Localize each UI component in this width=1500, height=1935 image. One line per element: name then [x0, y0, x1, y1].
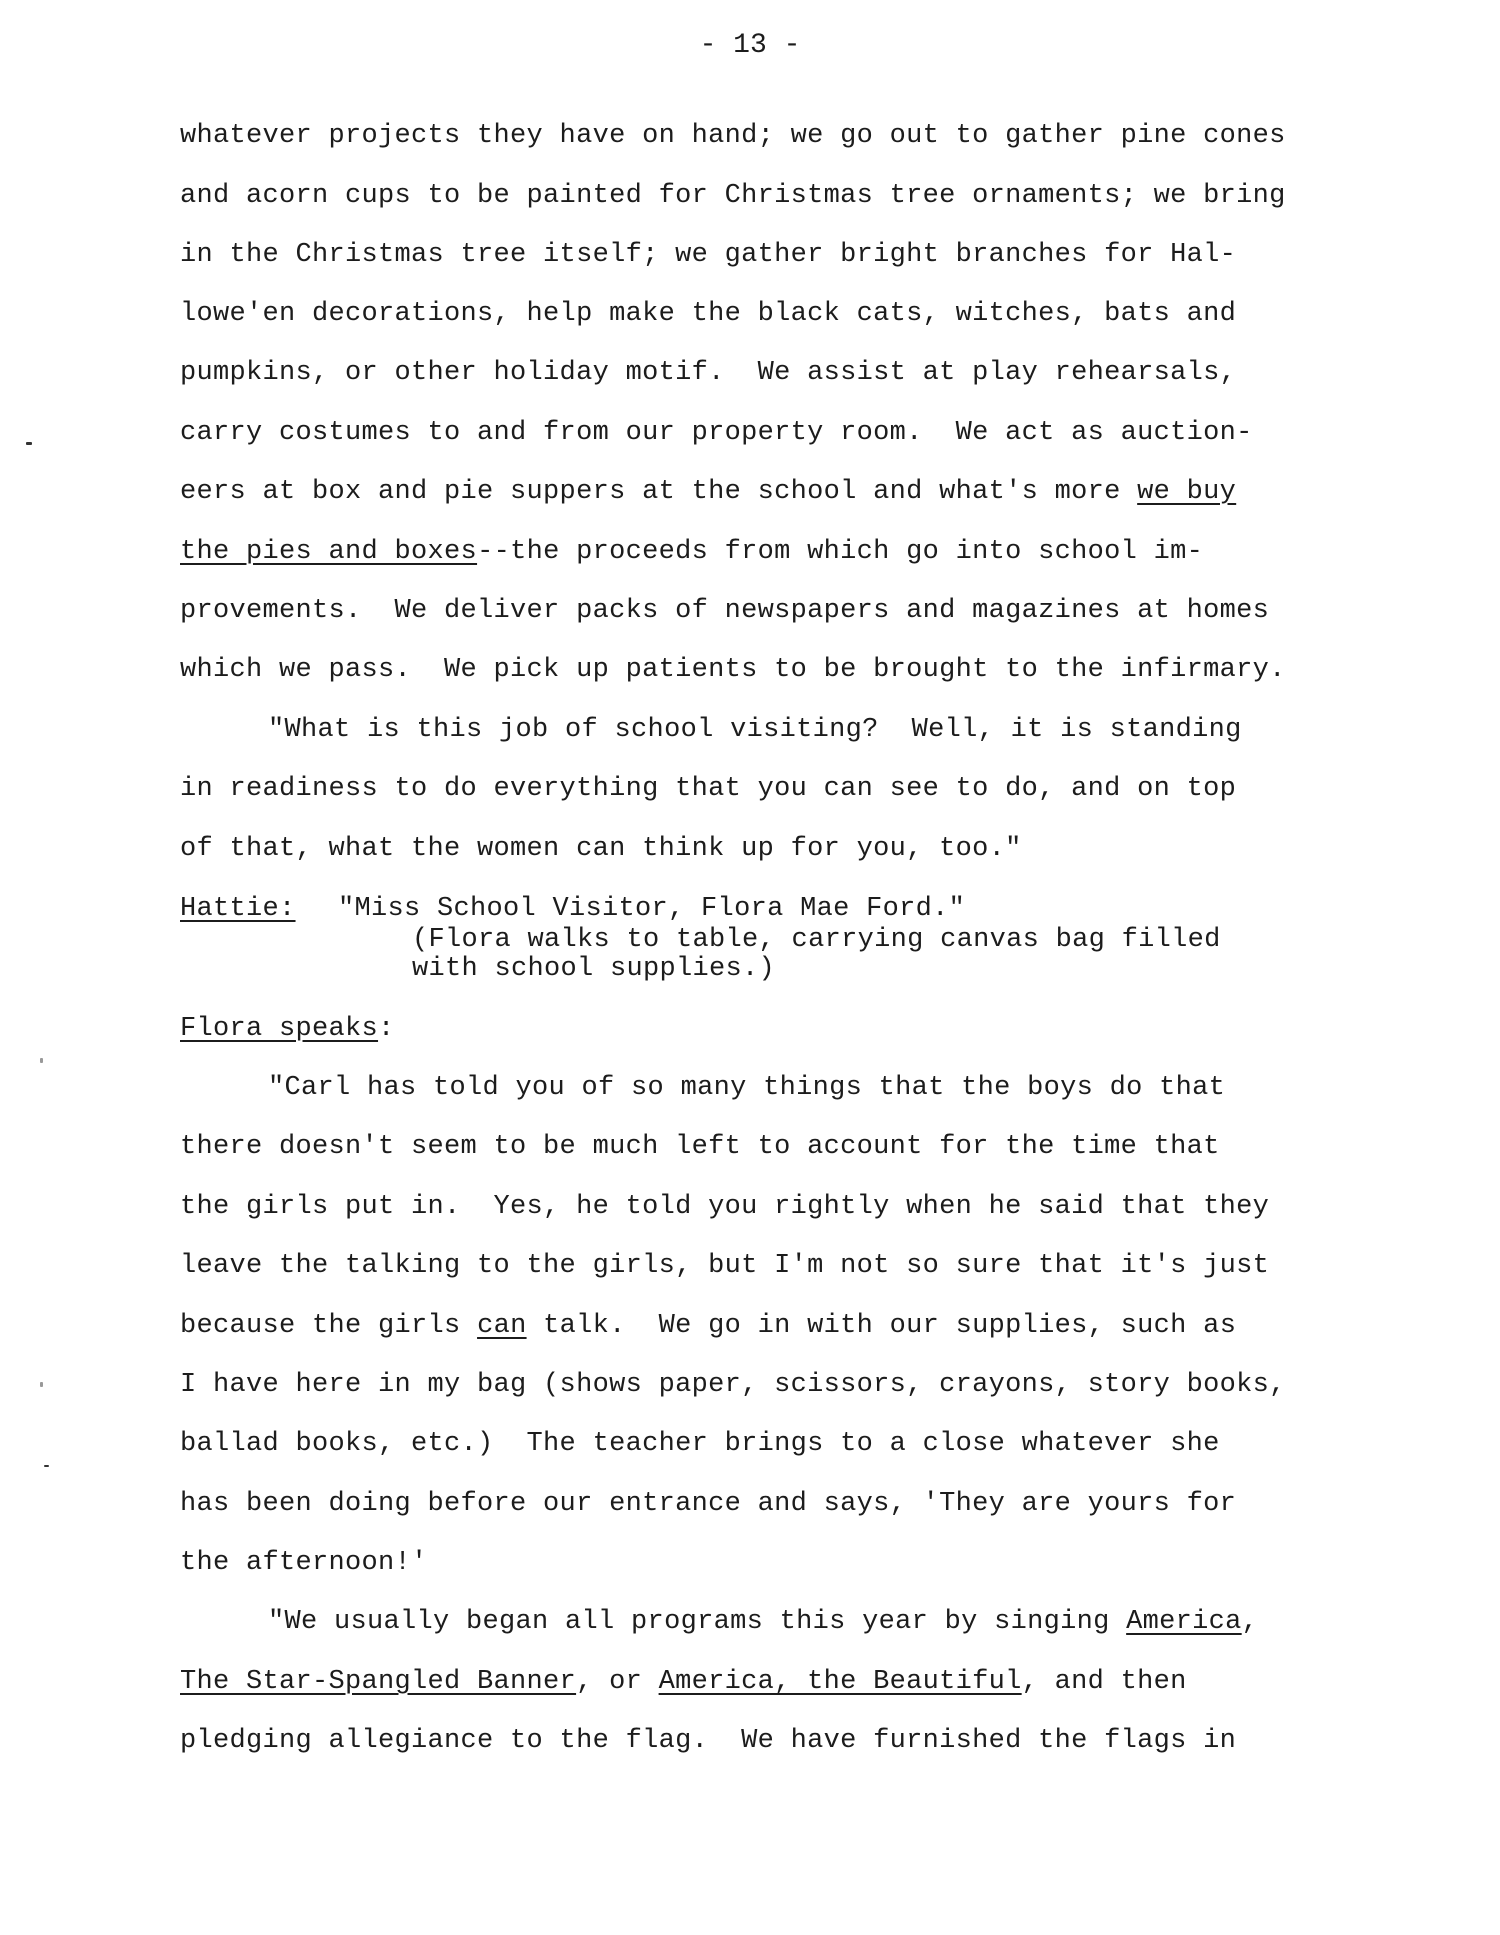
text-span: : [378, 1014, 395, 1044]
text-span: , and then [1021, 1667, 1187, 1697]
margin-mark [40, 1058, 43, 1063]
text-span: eers at box and pie suppers at the school and what's more [180, 477, 1138, 507]
text-line [180, 476, 1236, 508]
text-span: , [1241, 1607, 1259, 1637]
paragraph-start-line: "Carl has told you of so many things that the boys do that [268, 1073, 1226, 1103]
text-line: and acorn cups to be painted for Christmas tree ornaments; we bring [180, 181, 1286, 211]
text-line: I have here in my bag (shows paper, scissors, crayons, story books, [180, 1370, 1286, 1400]
text-line [180, 1666, 1187, 1698]
text-span: because the girls [180, 1311, 478, 1341]
paragraph-start-line [268, 1606, 1258, 1638]
text-line: provements. We deliver packs of newspapers and magazines at homes [180, 596, 1270, 626]
text-line: in the Christmas tree itself; we gather bright branches for Hal- [180, 240, 1237, 270]
text-line: ballad books, etc.) The teacher brings to a close whatever she [180, 1429, 1220, 1459]
underlined-word: can [477, 1311, 527, 1341]
dialogue-text: "Miss School Visitor, Flora Mae Ford." [338, 894, 966, 924]
underlined-phrase: we buy [1137, 477, 1237, 507]
text-line: the afternoon!' [180, 1548, 428, 1578]
paragraph-start-line: "What is this job of school visiting? Well, it is standing [268, 715, 1242, 745]
text-span: talk. We go in with our supplies, such as [526, 1311, 1237, 1341]
text-line: whatever projects they have on hand; we go out to gather pine cones [180, 121, 1286, 151]
text-span: "We usually began all programs this year by singing [268, 1607, 1127, 1637]
text-span: --the proceeds from which go into school im- [477, 537, 1204, 567]
margin-mark [40, 1382, 43, 1387]
text-line: the girls put in. Yes, he told you rightly when he said that they [180, 1192, 1270, 1222]
text-line: carry costumes to and from our property room. We act as auction- [180, 418, 1253, 448]
song-title: America, the Beautiful [658, 1667, 1022, 1697]
text-line: in readiness to do everything that you can see to do, and on top [180, 774, 1237, 804]
speaker-name: Flora speaks [180, 1014, 379, 1044]
text-line [180, 536, 1203, 568]
speaker-heading [180, 1013, 395, 1045]
text-line: which we pass. We pick up patients to be brought to the infirmary. [180, 655, 1286, 685]
text-line: pledging allegiance to the flag. We have furnished the flags in [180, 1726, 1237, 1756]
song-title: The Star-Spangled Banner [180, 1667, 577, 1697]
text-line: there doesn't seem to be much left to account for the time that [180, 1132, 1220, 1162]
text-line: lowe'en decorations, help make the black cats, witches, bats and [180, 299, 1237, 329]
margin-mark [44, 1465, 49, 1467]
dialogue-line [180, 893, 296, 925]
song-title: America [1126, 1607, 1242, 1637]
stage-direction-line: (Flora walks to table, carrying canvas bag filled [412, 925, 1221, 955]
stage-direction-line: with school supplies.) [412, 954, 776, 984]
margin-mark [26, 442, 32, 445]
underlined-phrase: the pies and boxes [180, 537, 478, 567]
page-number: - 13 - [699, 30, 801, 61]
text-line: pumpkins, or other holiday motif. We assist at play rehearsals, [180, 358, 1237, 388]
speaker-name: Hattie: [180, 894, 296, 924]
text-span: , or [576, 1667, 659, 1697]
text-line: has been doing before our entrance and says, 'They are yours for [180, 1489, 1237, 1519]
text-line: of that, what the women can think up for you, too." [180, 834, 1022, 864]
text-line [180, 1310, 1236, 1342]
text-line: leave the talking to the girls, but I'm not so sure that it's just [180, 1251, 1270, 1281]
